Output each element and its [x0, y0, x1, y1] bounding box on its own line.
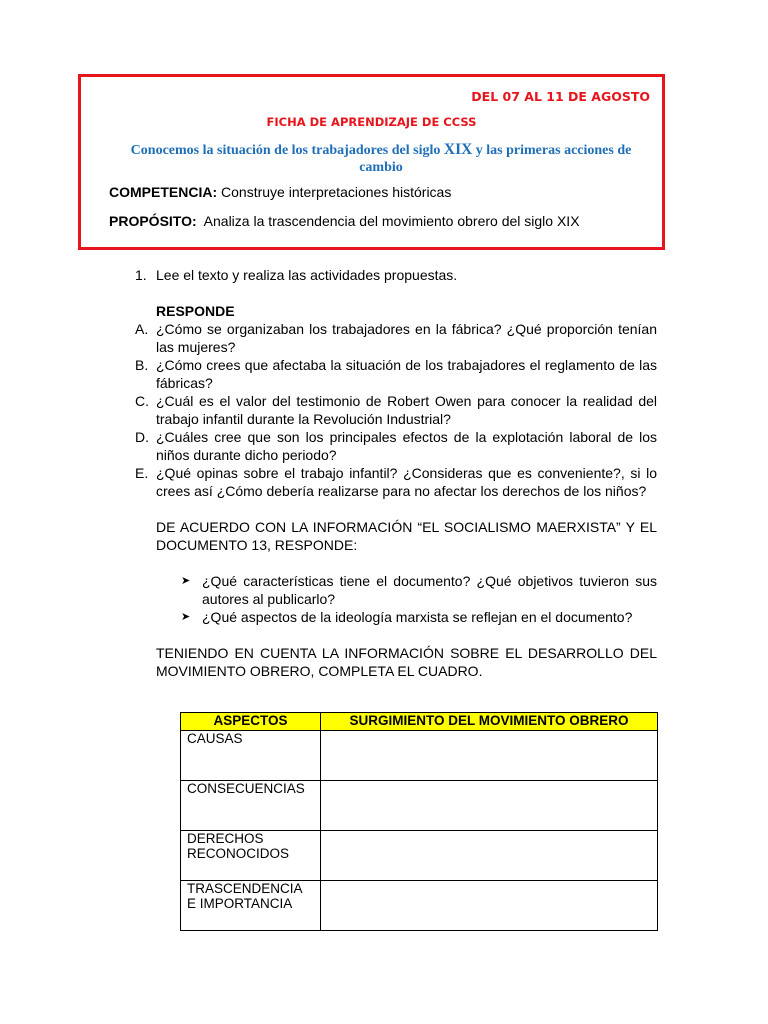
date-range: DEL 07 AL 11 DE AGOSTO — [471, 89, 650, 104]
question-letter: E. — [135, 465, 149, 481]
question-list — [135, 320, 657, 500]
labor-movement-table — [180, 712, 658, 931]
table-row — [181, 831, 658, 881]
table-row — [181, 731, 658, 781]
bullet-text: ¿Qué aspectos de la ideología marxista se reflejan en el documento? — [202, 609, 633, 625]
bullet-text: ¿Qué características tiene el documento? ¿Qué objetivos tuvieron sus autores al publicarlo? — [202, 573, 657, 607]
worksheet-content — [135, 266, 657, 680]
question-text: ¿Qué opinas sobre el trabajo infantil? ¿Consideras que es conveniente?, si lo crees así ¿Cómo debería realizarse para no afectar los derechos de los niños? — [156, 465, 657, 499]
theme-text-end: y las primeras acciones de cambio — [359, 143, 632, 175]
row-label: TRASCENDENCIA E IMPORTANCIA — [181, 881, 321, 931]
column-header-surgimiento: SURGIMIENTO DEL MOVIMIENTO OBRERO — [321, 713, 658, 731]
question-letter: D. — [135, 429, 149, 445]
question-letter: A. — [135, 321, 149, 337]
row-label: DERECHOS RECONOCIDOS — [181, 831, 321, 881]
header-box — [78, 74, 665, 250]
answer-cell[interactable] — [321, 781, 658, 831]
table-header-row — [181, 713, 658, 731]
question-letter: C. — [135, 393, 149, 409]
socialism-instruction: DE ACUERDO CON LA INFORMACIÓN “EL SOCIALISMO MAERXISTA” Y EL DOCUMENTO 13, RESPONDE: — [156, 519, 657, 553]
theme-century: XIX — [443, 141, 473, 158]
proposito-text: Analiza la trascendencia del movimiento obrero del siglo XIX — [196, 213, 580, 229]
bullet-item — [135, 608, 657, 626]
column-header-aspectos: ASPECTOS — [181, 713, 321, 731]
question-item — [135, 356, 657, 392]
question-letter: B. — [135, 357, 149, 373]
instruction-item — [135, 266, 657, 284]
arrow-bullet-icon: ➤ — [181, 611, 191, 623]
answer-cell[interactable] — [321, 881, 658, 931]
question-text: ¿Cuál es el valor del testimonio de Robert Owen para conocer la realidad del trabajo infantil durante la Revolución Industrial? — [156, 393, 657, 427]
table-row — [181, 881, 658, 931]
question-item — [135, 392, 657, 428]
responde-heading: RESPONDE — [156, 303, 235, 319]
table-row — [181, 781, 658, 831]
bullet-item — [135, 572, 657, 608]
theme-title — [121, 141, 641, 176]
question-text: ¿Cómo se organizaban los trabajadores en la fábrica? ¿Qué proporción tenían las mujeres? — [156, 321, 657, 355]
answer-cell[interactable] — [321, 831, 658, 881]
bullet-list — [135, 572, 657, 626]
item-number: 1. — [135, 267, 147, 283]
worksheet-title: FICHA DE APRENDIZAJE DE CCSS — [266, 115, 477, 129]
arrow-bullet-icon: ➤ — [181, 575, 191, 587]
answer-cell[interactable] — [321, 731, 658, 781]
competencia-line — [109, 184, 451, 200]
proposito-label: PROPÓSITO: — [109, 213, 197, 229]
table-instruction: TENIENDO EN CUENTA LA INFORMACIÓN SOBRE EL DESARROLLO DEL MOVIMIENTO OBRERO, COMPLETA EL CUADRO. — [156, 645, 657, 679]
competencia-label: COMPETENCIA: — [109, 184, 218, 200]
item-text: Lee el texto y realiza las actividades propuestas. — [156, 267, 458, 283]
row-label: CONSECUENCIAS — [181, 781, 321, 831]
proposito-line — [109, 213, 580, 229]
competencia-text: Construye interpretaciones históricas — [217, 184, 452, 200]
theme-text-start: Conocemos la situación de los trabajadores del siglo — [130, 143, 444, 158]
row-label: CAUSAS — [181, 731, 321, 781]
question-item — [135, 320, 657, 356]
question-text: ¿Cómo crees que afectaba la situación de los trabajadores el reglamento de las fábricas? — [156, 357, 657, 391]
question-text: ¿Cuáles cree que son los principales efectos de la explotación laboral de los niños durante dicho periodo? — [156, 429, 657, 463]
question-item — [135, 428, 657, 464]
question-item — [135, 464, 657, 500]
